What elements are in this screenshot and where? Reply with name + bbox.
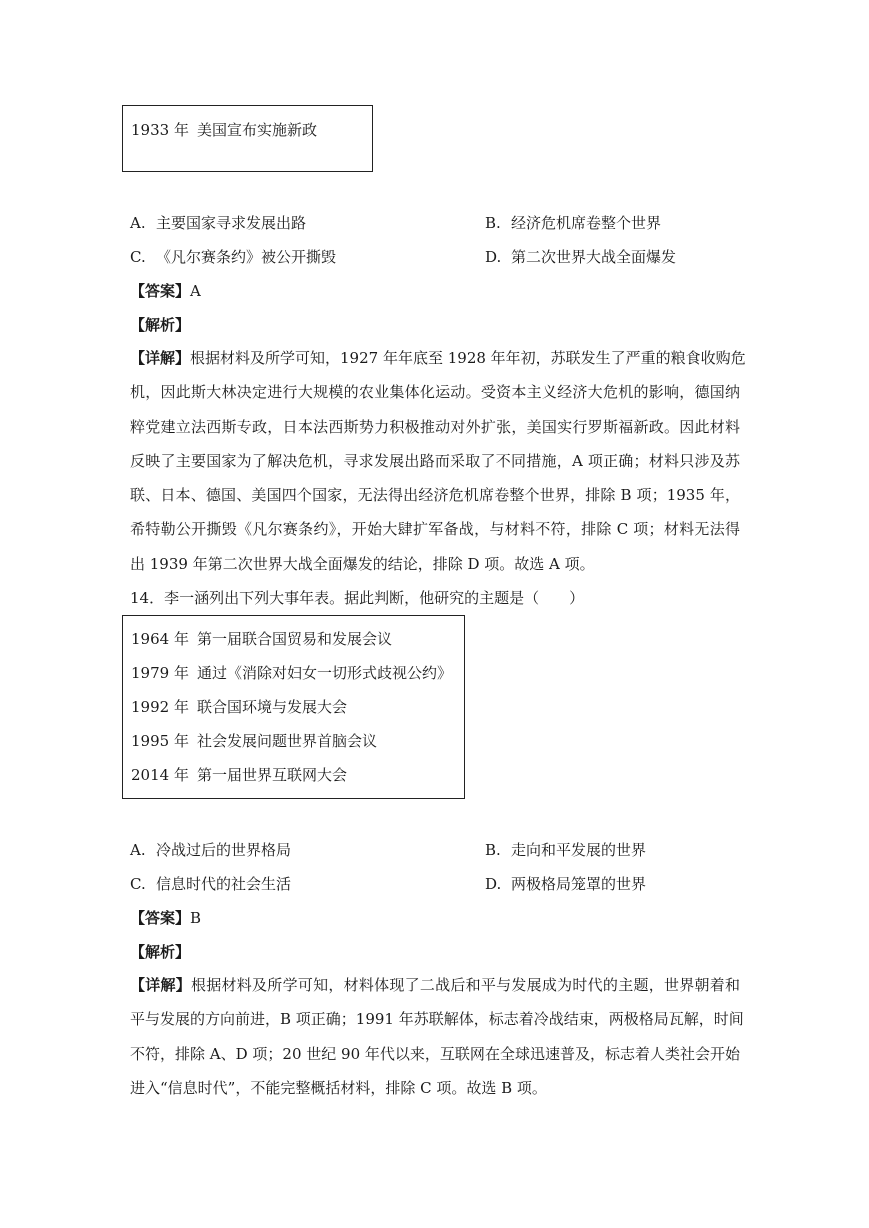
q13-option-a <box>130 212 306 234</box>
option-key: A. <box>130 214 146 232</box>
timeline-row <box>131 731 377 751</box>
q14-option-b <box>485 839 646 861</box>
option-text: 信息时代的社会生活 <box>156 875 292 893</box>
q13-detail-paragraph <box>130 341 746 581</box>
option-text: 第二次世界大战全面爆发 <box>511 248 677 266</box>
answer-value: A <box>190 282 201 300</box>
answer-label: 【答案】 <box>130 282 191 300</box>
timeline-event: 联合国环境与发展大会 <box>197 698 348 716</box>
timeline-row <box>131 663 452 683</box>
timeline-year: 1979 年 <box>131 664 189 682</box>
q14-timeline-box <box>122 615 465 799</box>
timeline-year: 1992 年 <box>131 698 189 716</box>
timeline-event: 美国宣布实施新政 <box>197 121 318 139</box>
q13-option-b <box>485 212 661 234</box>
option-text: 《凡尔赛条约》被公开撕毁 <box>156 248 337 266</box>
q14-analysis-label: 【解析】 <box>130 943 191 961</box>
detail-label: 【详解】 <box>130 976 192 994</box>
q13-analysis-label: 【解析】 <box>130 316 191 334</box>
option-key: D. <box>485 875 502 893</box>
detail-line: 机，因此斯大林决定进行大规模的农业集体化运动。受资本主义经济大危机的影响，德国纳 <box>130 383 740 402</box>
q13-answer <box>130 280 201 302</box>
timeline-row <box>131 629 392 649</box>
timeline-year: 1995 年 <box>131 732 189 750</box>
timeline-year: 1933 年 <box>131 121 189 139</box>
q13-option-c <box>130 246 336 268</box>
timeline-event: 通过《消除对妇女一切形式歧视公约》 <box>197 664 453 682</box>
detail-line: 【详解】根据材料及所学可知，1927 年年底至 1928 年年初，苏联发生了严重的粮食收购危 <box>130 349 746 367</box>
detail-line: 【详解】根据材料及所学可知，材料体现了二战后和平与发展成为时代的主题，世界朝着和 <box>130 976 740 994</box>
detail-line: 不符，排除 A、D 项；20 世纪 90 年代以来，互联网在全球迅速普及，标志着人类社会开始 <box>130 1044 740 1063</box>
answer-value: B <box>190 909 202 927</box>
detail-line: 粹党建立法西斯专政，日本法西斯势力积极推动对外扩张，美国实行罗斯福新政。因此材料 <box>130 417 740 436</box>
timeline-year: 1964 年 <box>131 630 189 648</box>
detail-line: 联、日本、德国、美国四个国家，无法得出经济危机席卷整个世界，排除 B 项；1935 年， <box>130 486 740 505</box>
timeline-row <box>131 765 347 785</box>
timeline-event: 第一届世界互联网大会 <box>197 766 348 784</box>
timeline-row <box>131 120 317 140</box>
q13-option-d <box>485 246 676 268</box>
q13-timeline-box <box>122 105 373 172</box>
option-key: B. <box>485 214 501 232</box>
option-text: 两极格局笼罩的世界 <box>511 875 647 893</box>
detail-line: 反映了主要国家为了解决危机，寻求发展出路而采取了不同措施，A 项正确；材料只涉及苏 <box>130 451 740 470</box>
option-key: D. <box>485 248 502 266</box>
option-key: A. <box>130 841 146 859</box>
answer-label: 【答案】 <box>130 909 191 927</box>
timeline-event: 第一届联合国贸易和发展会议 <box>197 630 393 648</box>
option-text: 主要国家寻求发展出路 <box>156 214 307 232</box>
q14-option-d <box>485 873 646 895</box>
option-key: B. <box>485 841 501 859</box>
detail-line: 平与发展的方向前进，B 项正确；1991 年苏联解体，标志着冷战结束，两极格局瓦解，时间 <box>130 1010 744 1029</box>
q14-option-a <box>130 839 291 861</box>
detail-line: 进入“信息时代”，不能完整概括材料，排除 C 项。故选 B 项。 <box>130 1078 547 1097</box>
option-key: C. <box>130 875 146 893</box>
detail-line: 出 1939 年第二次世界大战全面爆发的结论，排除 D 项。故选 A 项。 <box>130 554 595 573</box>
option-text: 冷战过后的世界格局 <box>156 841 292 859</box>
timeline-row <box>131 697 347 717</box>
q14-stem: 14．李一涵列出下列大事年表。据此判断，他研究的主题是（ ） <box>130 589 585 607</box>
option-text: 经济危机席卷整个世界 <box>511 214 662 232</box>
q14-option-c <box>130 873 291 895</box>
option-key: C. <box>130 248 146 266</box>
timeline-year: 2014 年 <box>131 766 189 784</box>
q14-detail-paragraph <box>130 968 744 1105</box>
q14-answer <box>130 907 201 929</box>
option-text: 走向和平发展的世界 <box>511 841 647 859</box>
detail-label: 【详解】 <box>130 349 191 367</box>
timeline-event: 社会发展问题世界首脑会议 <box>197 732 378 750</box>
detail-line: 希特勒公开撕毁《凡尔赛条约》，开始大肆扩军备战，与材料不符，排除 C 项；材料无法得 <box>130 520 740 539</box>
